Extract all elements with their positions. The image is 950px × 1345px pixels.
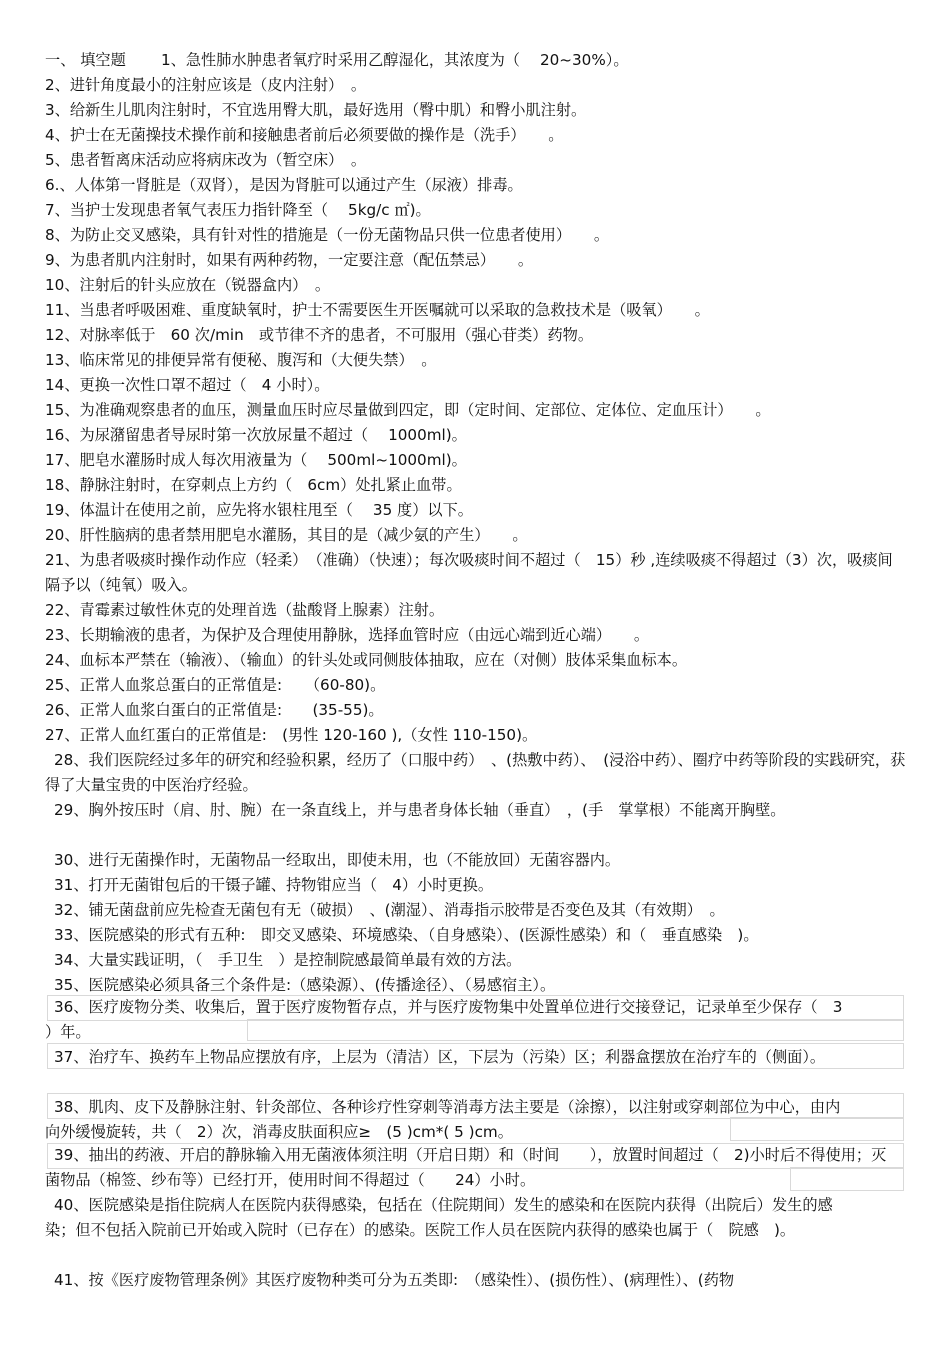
- question-31: 31、打开无菌钳包后的干镊子罐、持物钳应当（ 4）小时更换。: [54, 876, 494, 894]
- question-41: 41、按《医疗废物管理条例》其医疗废物种类可分为五类即: （感染性）、(损伤性）、(病理性）、(药物: [54, 1271, 735, 1289]
- question-28: 28、我们医院经过多年的研究和经验积累，经历了（口服中药） 、(热敷中药）、 (浸浴中药）、圈疗中药等阶段的实践研究，获得了大量宝贵的中医治疗经验。: [45, 751, 906, 795]
- question-17: 17、肥皂水灌肠时成人每次用液量为（ 500ml~1000ml)。: [45, 451, 467, 469]
- question-40: 40、医院感染是指住院病人在医院内获得感染，包括在（住院期间）发生的感染和在医院内获得（出院后）发生的感染；但不包括入院前已开始或入院时（已存在）的感染。医院工作人员在医院内获得的感染也属于（ 院感 )。: [45, 1196, 833, 1240]
- question-12: 12、对脉率低于 60 次/min 或节律不齐的患者，不可服用（强心苷类）药物。: [45, 326, 594, 344]
- question-35: 35、医院感染必须具备三个条件是:（感染源）、(传播途径）、（易感宿主）。: [54, 976, 556, 994]
- question-27: 27、正常人血红蛋白的正常值是: (男性 120-160 ),（女性 110-150)。: [45, 726, 538, 744]
- question-8: 8、为防止交叉感染，具有针对性的措施是（一份无菌物品只供一位患者使用） 。: [45, 226, 610, 244]
- question-3: 3、给新生儿肌肉注射时，不宜选用臀大肌，最好选用（臀中肌）和臀小肌注射。: [45, 101, 587, 119]
- heading-and-question-1: 一、 填空题 1、急性肺水肿患者氧疗时采用乙醇湿化，其浓度为（ 20~30%）。: [45, 51, 629, 69]
- question-23: 23、长期输液的患者，为保护及合理使用静脉，选择血管时应（由远心端到近心端） 。: [45, 626, 650, 644]
- question-5: 5、患者暂离床活动应将病床改为（暂空床） 。: [45, 151, 367, 169]
- question-38: 38、肌肉、皮下及静脉注射、针灸部位、各种诊疗性穿刺等消毒方法主要是（涂擦），以注射或穿刺部位为中心，由内向外缓慢旋转，共（ 2）次，消毒皮肤面积应≥ (5 )cm*( 5 )cm。: [45, 1098, 841, 1142]
- question-39: 39、抽出的药液、开启的静脉输入用无菌液体须注明（开启日期）和（时间 ），放置时间超过（ 2)小时后不得使用；灭菌物品（棉签、纱布等）已经打开，使用时间不得超过（ 24）小时。: [45, 1146, 887, 1190]
- question-20: 20、肝性脑病的患者禁用肥皂水灌肠，其目的是（减少氨的产生） 。: [45, 526, 528, 544]
- question-15: 15、为准确观察患者的血压，测量血压时应尽量做到四定，即（定时间、定部位、定体位、定血压计） 。: [45, 401, 771, 419]
- question-22: 22、青霉素过敏性休克的处理首选（盐酸肾上腺素）注射。: [45, 601, 445, 619]
- question-32: 32、铺无菌盘前应先检查无菌包有无（破损） 、(潮湿）、消毒指示胶带是否变色及其（有效期） 。: [54, 901, 725, 919]
- question-2: 2、进针角度最小的注射应该是（皮内注射） 。: [45, 76, 367, 94]
- question-26: 26、正常人血浆白蛋白的正常值是: (35-55)。: [45, 701, 384, 719]
- question-4: 4、护士在无菌操技术操作前和接触患者前后必须要做的操作是（洗手） 。: [45, 126, 564, 144]
- question-25: 25、正常人血浆总蛋白的正常值是: （60-80)。: [45, 676, 386, 694]
- question-13: 13、临床常见的排便异常有便秘、腹泻和（大便失禁） 。: [45, 351, 437, 369]
- question-37: 37、治疗车、换药车上物品应摆放有序，上层为（清洁）区，下层为（污染）区；利器盒摆放在治疗车的（侧面）。: [54, 1048, 826, 1066]
- question-30: 30、进行无菌操作时，无菌物品一经取出，即使未用，也（不能放回）无菌容器内。: [54, 851, 621, 869]
- question-29: 29、胸外按压时（肩、肘、腕）在一条直线上，并与患者身体长轴（垂直） ，(手 掌掌根）不能离开胸壁。: [54, 801, 786, 819]
- question-16: 16、为尿潴留患者导尿时第一次放尿量不超过（ 1000ml)。: [45, 426, 467, 444]
- question-21: 21、为患者吸痰时操作动作应（轻柔） （准确）（快速）；每次吸痰时间不超过（ 15）秒 ,连续吸痰不得超过（3）次，吸痰间隔予以（纯氧）吸入。: [45, 551, 893, 595]
- question-9: 9、为患者肌内注射时，如果有两种药物，一定要注意（配伍禁忌） 。: [45, 251, 534, 269]
- question-6: 6.、人体第一肾脏是（双肾），是因为肾脏可以通过产生（尿液）排毒。: [45, 176, 523, 194]
- question-11: 11、当患者呼吸困难、重度缺氧时，护士不需要医生开医嘱就可以采取的急救技术是（吸氧） 。: [45, 301, 710, 319]
- question-33: 33、医院感染的形式有五种: 即交叉感染、环境感染、（自身感染）、(医源性感染）和（ 垂直感染 )。: [54, 926, 759, 944]
- question-24: 24、血标本严禁在（输液）、（输血）的针头处或同侧肢体抽取，应在（对侧）肢体采集血标本。: [45, 651, 688, 669]
- question-19: 19、体温计在使用之前，应先将水银柱甩至（ 35 度）以下。: [45, 501, 473, 519]
- question-14: 14、更换一次性口罩不超过（ 4 小时）。: [45, 376, 330, 394]
- question-18: 18、静脉注射时，在穿刺点上方约（ 6cm）处扎紧止血带。: [45, 476, 462, 494]
- question-7: 7、当护士发现患者氧气表压力指针降至（ 5kg/c ㎡)。: [45, 201, 431, 219]
- question-10: 10、注射后的针头应放在（锐器盒内） 。: [45, 276, 331, 294]
- question-34: 34、大量实践证明，（ 手卫生 ）是控制院感最简单最有效的方法。: [54, 951, 522, 969]
- question-36: 36、医疗废物分类、收集后，置于医疗废物暂存点，并与医疗废物集中处置单位进行交接登记，记录单至少保存（ 3 ）年。: [45, 998, 858, 1042]
